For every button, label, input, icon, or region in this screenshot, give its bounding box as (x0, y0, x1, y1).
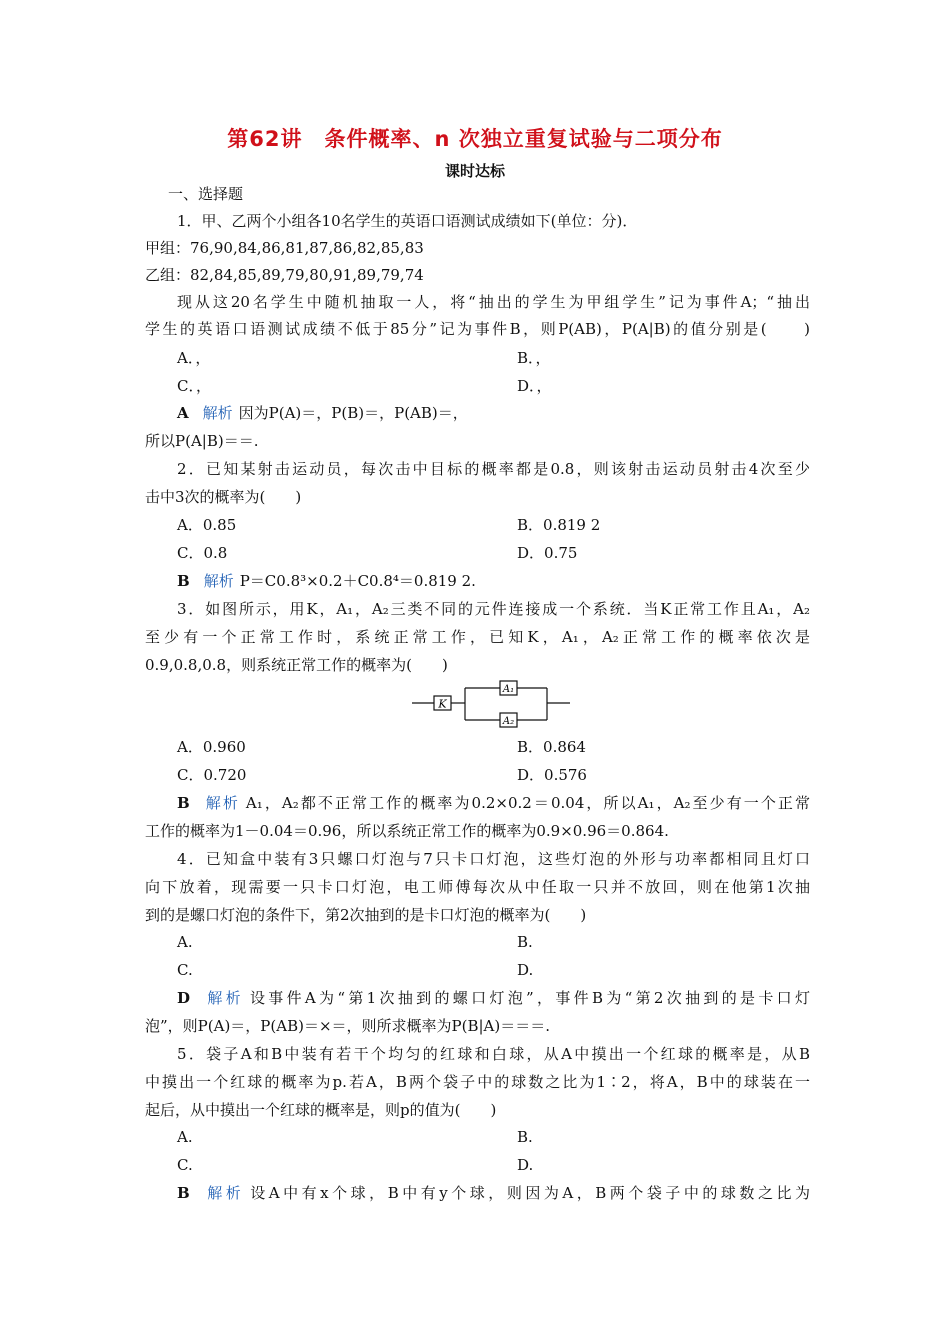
q5-answer: B (177, 1184, 190, 1202)
q1-option-a: A．， (177, 349, 211, 367)
q5-option-d: D. (517, 1156, 534, 1174)
q3-analysis-label: 解析 (203, 794, 240, 812)
q1-group-a: 甲组：76,90,84,86,81,87,86,82,85,83 (145, 239, 424, 257)
q3-option-d: D．0.576 (517, 766, 587, 784)
q1-solution-line1 (177, 402, 842, 424)
circuit-diagram (410, 678, 575, 732)
q3-answer: B (177, 794, 190, 812)
q1-stem: 1．甲、乙两个小组各10名学生的英语口语测试成绩如下(单位：分)． (177, 212, 638, 230)
q1-option-c: C．， (177, 377, 211, 395)
q3-line3: 0.9,0.8,0.8，则系统正常工作的概率为( ) (145, 656, 448, 674)
q3-solution-line2: 工作的概率为1－0.04＝0.96，所以系统正常工作的概率为0.9×0.96＝0.864. (145, 822, 669, 840)
q2-solution-text1: P＝C0.8³×0.2＋C0.8⁴＝0.819 2. (239, 572, 476, 590)
page-title: 第62讲 条件概率、n 次独立重复试验与二项分布 (227, 127, 723, 151)
q5-option-b: B. (517, 1128, 533, 1146)
q4-option-c: C. (177, 961, 193, 979)
q5-option-c: C. (177, 1156, 193, 1174)
q2-option-b: B．0.819 2 (517, 516, 601, 534)
component-a1-label: A₁ (502, 684, 515, 695)
q4-line2: 向下放着，现需要一只卡口灯泡，电工师傅每次从中任取一只并不放回，则在他第1次抽 (145, 878, 810, 896)
q2-option-d: D．0.75 (517, 544, 578, 562)
q2-analysis-label: 解析 (203, 572, 234, 590)
q5-solution-line1 (177, 1182, 810, 1204)
q2-option-a: A．0.85 (177, 516, 237, 534)
component-k-label: K (438, 697, 447, 711)
q2-line2: 击中3次的概率为( ) (145, 488, 302, 506)
q3-option-c: C．0.720 (177, 766, 247, 784)
q1-solution-line2: 所以P(A|B)＝＝. (145, 432, 259, 450)
q4-answer: D (177, 989, 191, 1007)
q1-line2: 学生的英语口语测试成绩不低于85分”记为事件B，则P(AB)，P(A|B)的值分别是( ) (145, 320, 810, 338)
q2-answer: B (177, 572, 190, 590)
component-a2-label: A₂ (502, 716, 515, 727)
q4-analysis-label: 解析 (204, 989, 244, 1007)
q2-line1: 2．已知某射击运动员，每次击中目标的概率都是0.8，则该射击运动员射击4次至少 (177, 460, 810, 478)
q4-solution-line1 (177, 987, 810, 1009)
q1-line1: 现从这20名学生中随机抽取一人，将“抽出的学生为甲组学生”记为事件A；“抽出 (177, 293, 810, 311)
q5-line3: 起后，从中摸出一个红球的概率是，则p的值为( ) (145, 1101, 497, 1119)
q4-line3: 到的是螺口灯泡的条件下，第2次抽到的是卡口灯泡的概率为( ) (145, 906, 587, 924)
q3-line2: 至少有一个正常工作时，系统正常工作，已知K，A₁，A₂正常工作的概率依次是 (145, 628, 810, 646)
q4-option-a: A. (177, 933, 193, 951)
q5-analysis-label: 解析 (203, 1184, 245, 1202)
q1-option-d: D．， (517, 377, 552, 395)
q1-solution-text1: 因为P(A)＝，P(B)＝，P(AB)＝， (238, 404, 468, 422)
q4-line1: 4．已知盒中装有3只螺口灯泡与7只卡口灯泡，这些灯泡的外形与功率都相同且灯口 (177, 850, 810, 868)
q5-solution-text1: 设A中有x个球，B中有y个球，则因为A，B两个袋子中的球数之比为 (250, 1184, 810, 1202)
q4-solution-line2: 泡”，则P(A)＝，P(AB)＝×＝，则所求概率为P(B|A)＝＝＝. (145, 1017, 550, 1035)
page-subtitle: 课时达标 (444, 162, 505, 180)
q3-option-a: A．0.960 (177, 738, 246, 756)
q5-line2: 中摸出一个红球的概率为p.若A，B两个袋子中的球数之比为1∶2，将A，B中的球装在一 (145, 1073, 810, 1091)
q5-line1: 5．袋子A和B中装有若干个均匀的红球和白球，从A中摸出一个红球的概率是，从B (177, 1045, 810, 1063)
q3-option-b: B．0.864 (517, 738, 586, 756)
q1-option-b: B．， (517, 349, 551, 367)
q3-line1: 3．如图所示，用K，A₁，A₂三类不同的元件连接成一个系统．当K正常工作且A₁，A₂ (177, 600, 810, 618)
q3-solution-text1: A₁，A₂都不正常工作的概率为0.2×0.2＝0.04，所以A₁，A₂至少有一个正常 (245, 794, 810, 812)
q4-option-b: B. (517, 933, 533, 951)
q2-option-c: C．0.8 (177, 544, 228, 562)
q1-analysis-label: 解析 (202, 404, 233, 422)
q1-group-b: 乙组：82,84,85,89,79,80,91,89,79,74 (145, 266, 424, 284)
q3-solution-line1 (177, 792, 810, 814)
section-heading: 一、选择题 (168, 185, 244, 203)
q2-solution-line1 (177, 570, 842, 592)
q4-option-d: D. (517, 961, 534, 979)
q4-solution-text1: 设事件A为“第1次抽到的螺口灯泡”，事件B为“第2次抽到的是卡口灯 (249, 989, 810, 1007)
q1-answer: A (177, 404, 189, 422)
q5-option-a: A. (177, 1128, 193, 1146)
